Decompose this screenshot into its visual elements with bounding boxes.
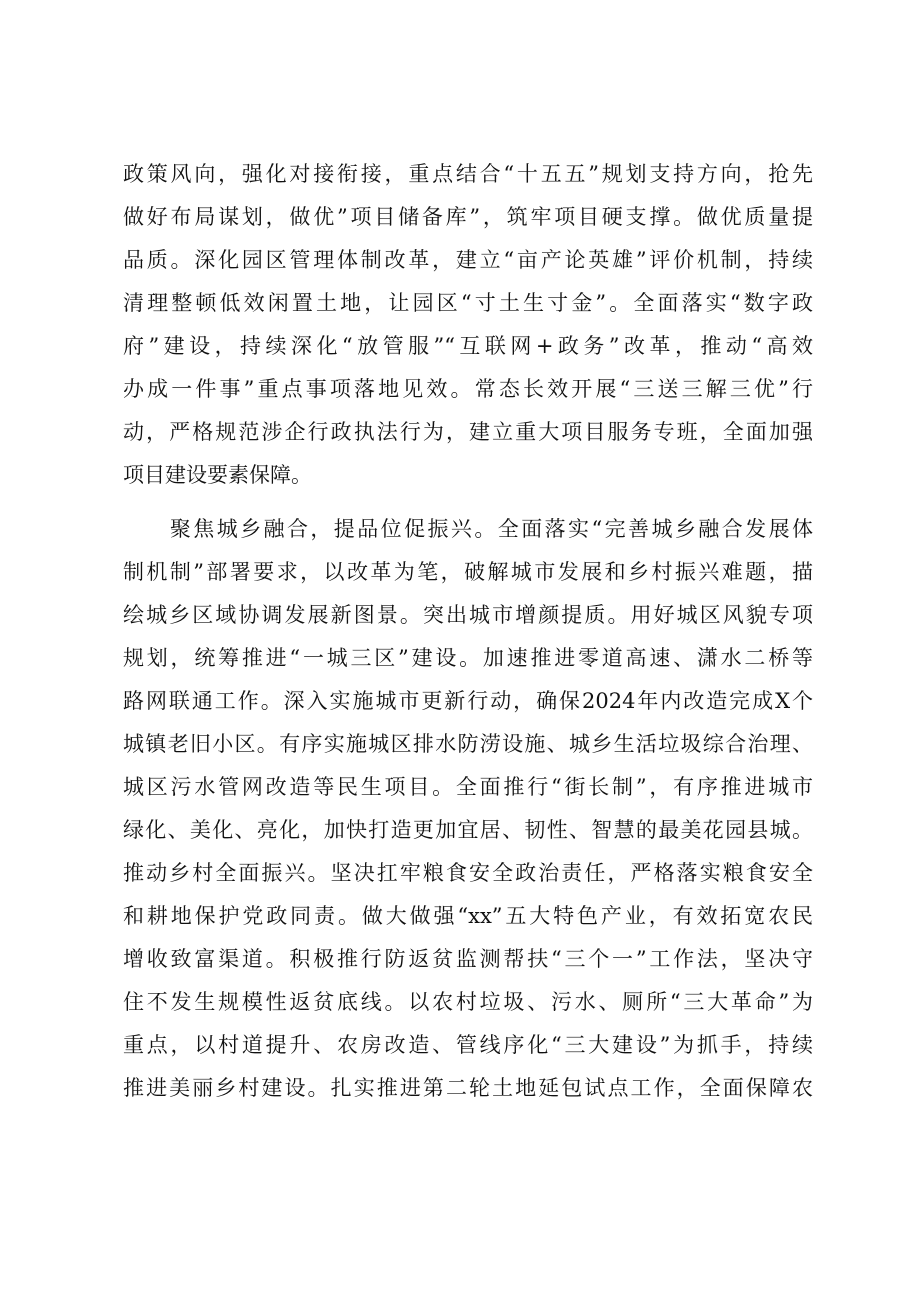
paragraph-line: 住不发生规模性返贫底线。以农村垃圾、污水、厕所“三大革命”为 [123, 990, 813, 1014]
paragraph-line: 推进美丽乡村建设。扎实推进第二轮土地延包试点工作，全面保障农 [123, 1076, 813, 1100]
paragraph-line: 重点，以村道提升、农房改造、管线序化“三大建设”为抓手，持续 [123, 1033, 813, 1057]
paragraph-line: 项目建设要素保障。 [123, 463, 312, 487]
paragraph-line: 增收致富渠道。积极推行防返贫监测帮扶“三个一”工作法，坚决守 [123, 947, 813, 971]
paragraph-2 [123, 508, 813, 1110]
paragraph-line: 规划，统筹推进“一城三区”建设。加速推进零道高速、潇水二桥等 [123, 646, 813, 670]
paragraph-line: 城区污水管网改造等民生项目。全面推行“街长制”，有序推进城市 [123, 775, 813, 799]
paragraph-line: 和耕地保护党政同责。做大做强“xx”五大特色产业，有效拓宽农民 [123, 904, 813, 928]
paragraph-line: 聚焦城乡融合，提品位促振兴。全面落实“完善城乡融合发展体 [123, 517, 813, 541]
paragraph-line: 绘城乡区域协调发展新图景。突出城市增颜提质。用好城区风貌专项 [123, 603, 813, 627]
paragraph-line: 制机制”部署要求，以改革为笔，破解城市发展和乡村振兴难题，描 [123, 560, 813, 584]
paragraph-line: 动，严格规范涉企行政执法行为，建立重大项目服务专班，全面加强 [123, 420, 813, 444]
paragraph-line: 清理整顿低效闲置土地，让园区“寸土生寸金”。全面落实“数字政 [123, 291, 813, 315]
paragraph-line: 办成一件事”重点事项落地见效。常态长效开展“三送三解三优”行 [123, 377, 813, 401]
paragraph-line: 推动乡村全面振兴。坚决扛牢粮食安全政治责任，严格落实粮食安全 [123, 861, 813, 885]
paragraph-line: 绿化、美化、亮化，加快打造更加宜居、韧性、智慧的最美花园县城。 [123, 818, 813, 842]
paragraph-line: 政策风向，强化对接衔接，重点结合“十五五”规划支持方向，抢先 [123, 162, 813, 186]
paragraph-line: 品质。深化园区管理体制改革，建立“亩产论英雄”评价机制，持续 [123, 248, 813, 272]
paragraph-1 [123, 153, 813, 497]
paragraph-line: 府”建设，持续深化“放管服”“互联网+政务”改革，推动“高效 [123, 334, 813, 358]
paragraph-line: 城镇老旧小区。有序实施城区排水防涝设施、城乡生活垃圾综合治理、 [123, 732, 813, 756]
paragraph-line: 路网联通工作。深入实施城市更新行动，确保2024年内改造完成X个 [123, 689, 813, 713]
paragraph-line: 做好布局谋划，做优”项目储备库”，筑牢项目硬支撑。做优质量提 [123, 205, 813, 229]
